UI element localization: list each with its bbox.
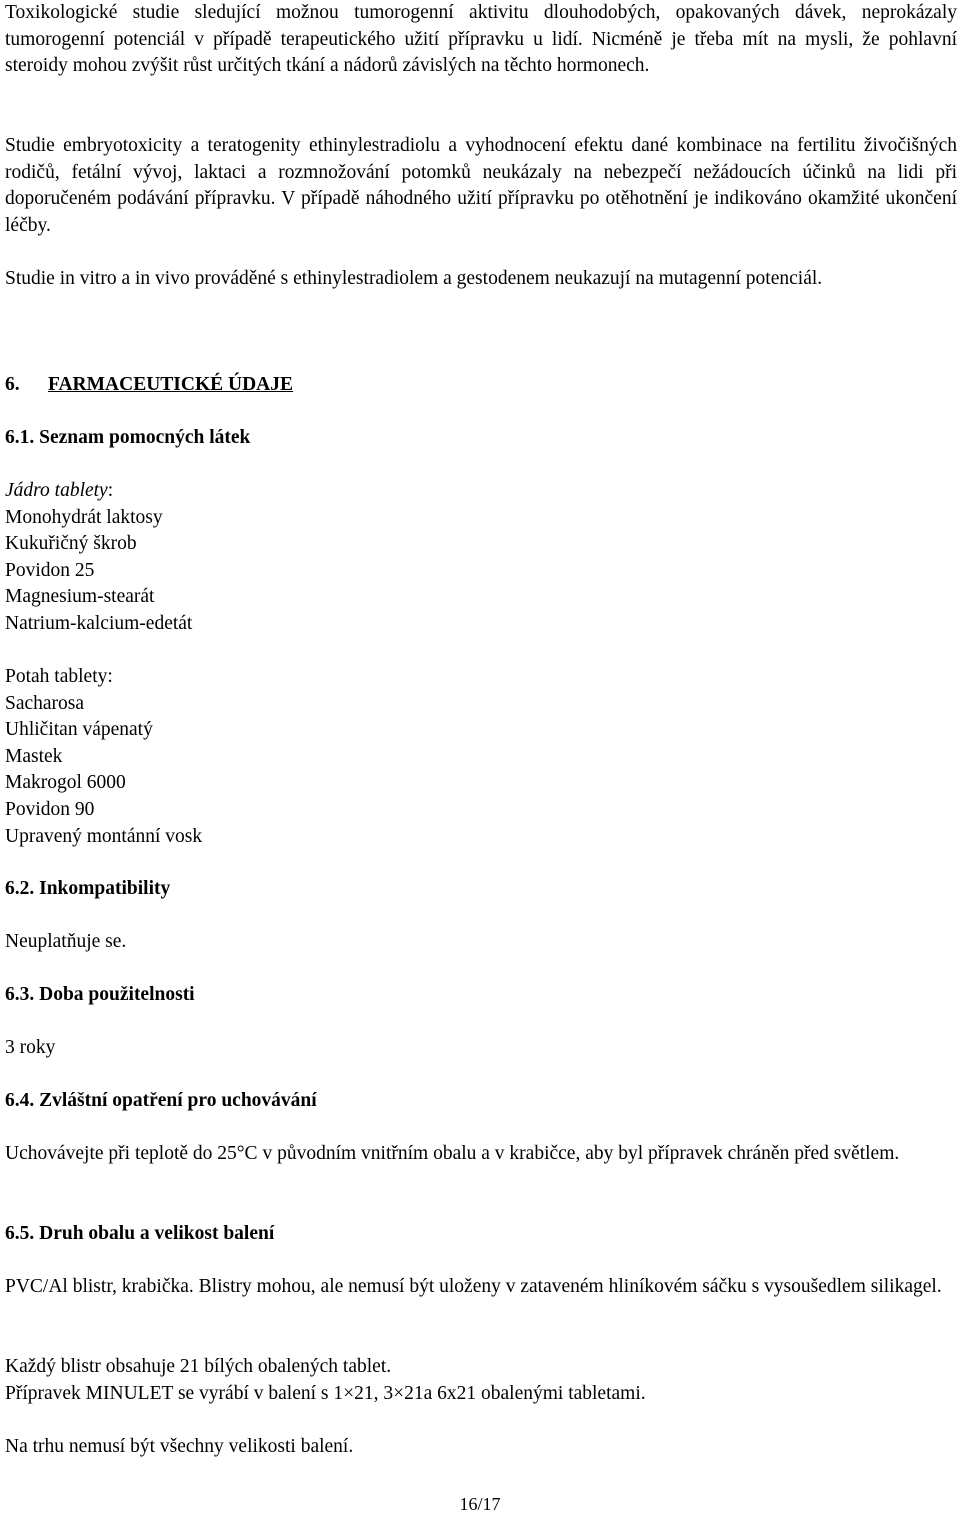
embryotoxicity-paragraph: Studie embryotoxicity a teratogenity ethinylestradiolu a vyhodnocení efektu dané kombinace na fertilitu živočišných rodičů, fetální vývoj, laktaci a rozmnožování potomků neukázaly na nebezpečí nežádoucích účinků na lidi při doporučeném podávání přípravku. V případě náhodného užití přípravku po otěhotnění je indikováno okamžité ukončení léčby. [5, 135, 957, 236]
coat-item: Uhličitan vápenatý [5, 719, 153, 741]
section-6-1 [5, 425, 957, 452]
section-6-1-heading: 6.1. Seznam pomocných látek [5, 427, 251, 448]
coat-item: Mastek [5, 745, 63, 767]
section-6-2-text: Neuplatňuje se. [5, 931, 127, 952]
core-list [5, 478, 957, 638]
toxicology-paragraph: Toxikologické studie sledující možnou tumorogenní aktivitu dlouhodobých, opakovaných dávek, neprokázaly tumorogenní potenciál v případě terapeutického užití přípravku u lidí. Nicméně je třeba mít na mysli, že pohlavní steroidy mohou zvýšit růst určitých tkání a nádorů závislých na těchto hormonech. [5, 2, 957, 77]
section-6-5-text-4: Na trhu nemusí být všechny velikosti balení. [5, 1436, 354, 1457]
coat-label: Potah tablety: [5, 666, 113, 687]
section-6-5 [5, 1221, 957, 1248]
embryotoxicity-paragraph-block [5, 133, 957, 239]
section-6-5-text-3: Přípravek MINULET se vyrábí v balení s 1×21, 3×21a 6x21 obalenými tabletami. [5, 1382, 646, 1404]
section-6-2-body [5, 929, 957, 956]
section-6-heading [5, 372, 957, 399]
section-6-4-text: Uchovávejte při teplotě do 25°C v původním vnitřním obalu a v krabičce, aby byl přípravek chráněn před světlem. [5, 1143, 900, 1164]
core-item: Magnesium-stearát [5, 586, 155, 608]
section-6-4 [5, 1088, 957, 1115]
toxicology-paragraph-block [5, 0, 957, 80]
section-6-5-body-2 [5, 1354, 957, 1407]
section-6-5-body [5, 1274, 957, 1301]
section-6-4-body [5, 1141, 957, 1168]
section-6-title: FARMACEUTICKÉ ÚDAJE [48, 374, 294, 395]
section-6-5-heading: 6.5. Druh obalu a velikost balení [5, 1223, 275, 1244]
core-item: Povidon 25 [5, 559, 95, 581]
section-6-5-text-1: PVC/Al blistr, krabička. Blistry mohou, ale nemusí být uloženy v zataveném hliníkovém sáčku s vysoušedlem silikagel. [5, 1276, 942, 1297]
mutagenicity-paragraph: Studie in vitro a in vivo prováděné s ethinylestradiolem a gestodenem neukazují na mutagenní potenciál. [5, 268, 823, 289]
section-6-5-text-2: Každý blistr obsahuje 21 bílých obalených tablet. [5, 1356, 392, 1377]
section-6-3-body [5, 1035, 957, 1062]
section-6-3-text: 3 roky [5, 1037, 56, 1058]
coat-item: Povidon 90 [5, 798, 95, 820]
core-label-colon: : [107, 480, 114, 501]
core-item: Natrium-kalcium-edetát [5, 612, 193, 634]
coat-item: Makrogol 6000 [5, 772, 126, 794]
section-6-4-heading: 6.4. Zvláštní opatření pro uchovávání [5, 1090, 317, 1111]
coat-item: Sacharosa [5, 692, 85, 714]
section-6-2-heading: 6.2. Inkompatibility [5, 878, 171, 899]
section-6-5-body-3 [5, 1434, 957, 1461]
section-6-number: 6. [5, 374, 20, 395]
mutagenicity-paragraph-block [5, 266, 957, 293]
core-label-italic: Jádro tablety [5, 480, 108, 501]
core-item: Monohydrát laktosy [5, 506, 163, 528]
page-number: 16/17 [459, 1494, 501, 1514]
core-item: Kukuřičný škrob [5, 533, 137, 555]
core-label [5, 478, 957, 505]
coat-list [5, 664, 957, 850]
section-6-3-heading: 6.3. Doba použitelnosti [5, 984, 195, 1005]
section-6-3 [5, 982, 957, 1009]
section-6-2 [5, 876, 957, 903]
coat-item: Upravený montánní vosk [5, 825, 203, 847]
